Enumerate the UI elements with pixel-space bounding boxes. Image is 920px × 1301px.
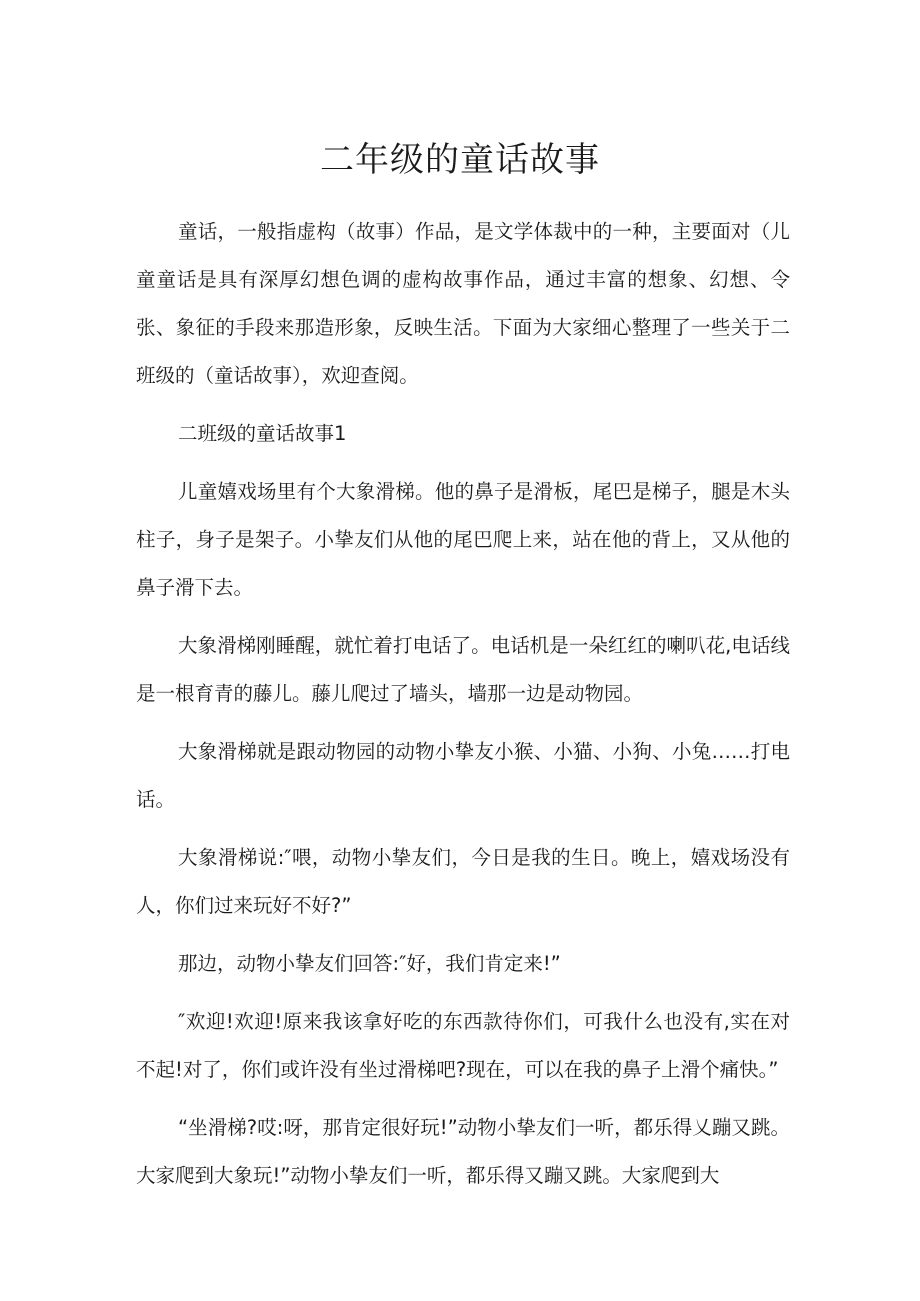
story-paragraph: 大象滑梯刚睡醒，就忙着打电话了。电话机是一朵红红的喇叭花,电话线是一根育青的藤儿。藤儿爬过了墙头，墙那一边是动物园。 [136,634,790,705]
story-paragraph: ″欢迎!欢迎!原来我该拿好吃的东西款待你们，可我什么也没有,实在对不起!对了，你们或许没有坐过滑梯吧?现在，可以在我的鼻子上滑个痛快。” [136,1010,790,1081]
story-paragraph: 那边，动物小挚友们回答:″好，我们肯定来!” [178,952,561,975]
story-paragraph: 儿童嬉戏场里有个大象滑梯。他的鼻子是滑板，尾巴是梯子，腿是木头柱子，身子是架子。小挚友们从他的尾巴爬上来，站在他的背上，又从他的鼻子滑下去。 [136,480,790,599]
document-title: 二年级的童话故事 [320,140,600,180]
story-paragraph: 大象滑梯说:″喂，动物小挚友们，今日是我的生日。晚上，嬉戏场没有人，你们过来玩好不好?” [136,846,790,917]
story-paragraph: “坐滑梯?哎:呀，那肯定很好玩!”动物小挚友们一听，都乐得乂蹦又跳。大家爬到大象玩!”动物小挚友们一听，都乐得又蹦又跳。大家爬到大 [136,1116,790,1187]
story-heading: 二班级的童话故事1 [178,422,347,445]
intro-paragraph: 童话，一般指虚构（故事）作品，是文学体裁中的一种，主要面对（儿童童话是具有深厚幻想色调的虚构故事作品，通过丰富的想象、幻想、令张、象征的手段来那造形象，反映生活。下面为大家细心整理了一些关于二班级的（童话故事），欢迎查阅。 [136,220,790,387]
document-body [136,208,790,1210]
story-paragraph: 大象滑梯就是跟动物园的动物小挚友小猴、小猫、小狗、小兔……打电话。 [136,740,790,811]
